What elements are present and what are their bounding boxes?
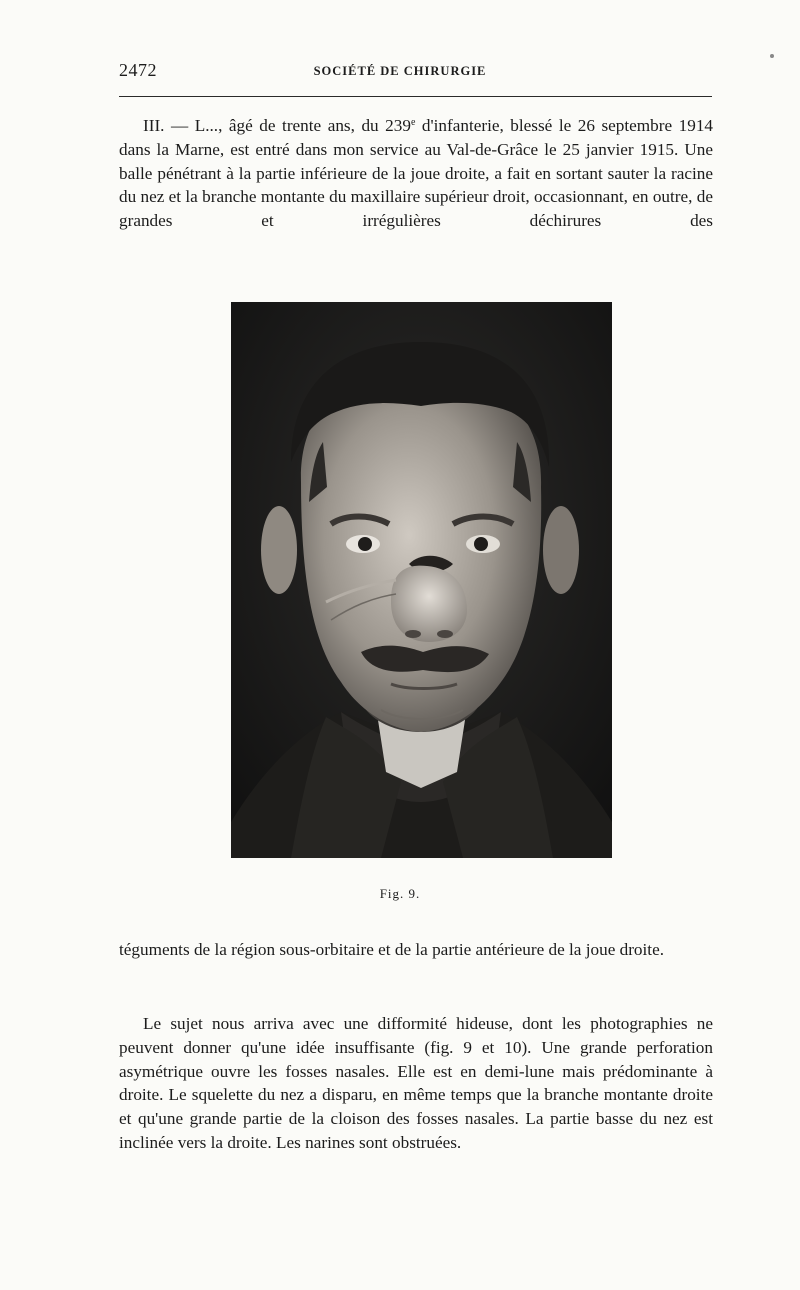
header-rule bbox=[119, 96, 712, 97]
figure-9-photograph bbox=[231, 302, 612, 858]
paper-speck bbox=[770, 54, 774, 58]
paragraph-description: Le sujet nous arriva avec une difformité hideuse, dont les photographies ne peuvent donner qu'une idée insuffisante (fig. 9 et 10). Une grande perforation asymétrique ouvre les fosses nasales. Elle est en demi-lune mais prédominante à droite. Le squelette du nez a disparu, en même temps que la branche montante droite et qu'une grande partie de la cloison des fosses nasales. La partie basse du nez est inclinée vers la droite. Les narines sont obstruées. bbox=[119, 1014, 713, 1152]
ordinal-superscript: e bbox=[410, 117, 416, 128]
paragraph-continuation: téguments de la région sous-orbitaire et de la partie antérieure de la joue droite. bbox=[119, 940, 665, 959]
figure-caption: Fig. 9. bbox=[379, 886, 421, 901]
running-head: SOCIÉTÉ DE CHIRURGIE bbox=[313, 64, 487, 78]
paragraph-case-iii bbox=[119, 114, 713, 233]
paragraph-1-text-after-superscript: d'infanterie, blessé le 26 septembre 1914 dans la Marne, est entré dans mon service au Val-de-Grâce le 25 janvier 1915. Une balle pénétrant à la partie inférieure de la joue droite, a fait en sortant sauter la racine du nez et la branche montante du maxillaire supérieur droit, occasionnant, en outre, de grandes et irrégulières déchirures des bbox=[119, 116, 714, 231]
page-number: 2472 bbox=[119, 60, 157, 80]
portrait-photo-illustration bbox=[231, 302, 612, 858]
paragraph-1-text-before-superscript: III. — L..., âgé de trente ans, du 239 bbox=[143, 116, 411, 135]
